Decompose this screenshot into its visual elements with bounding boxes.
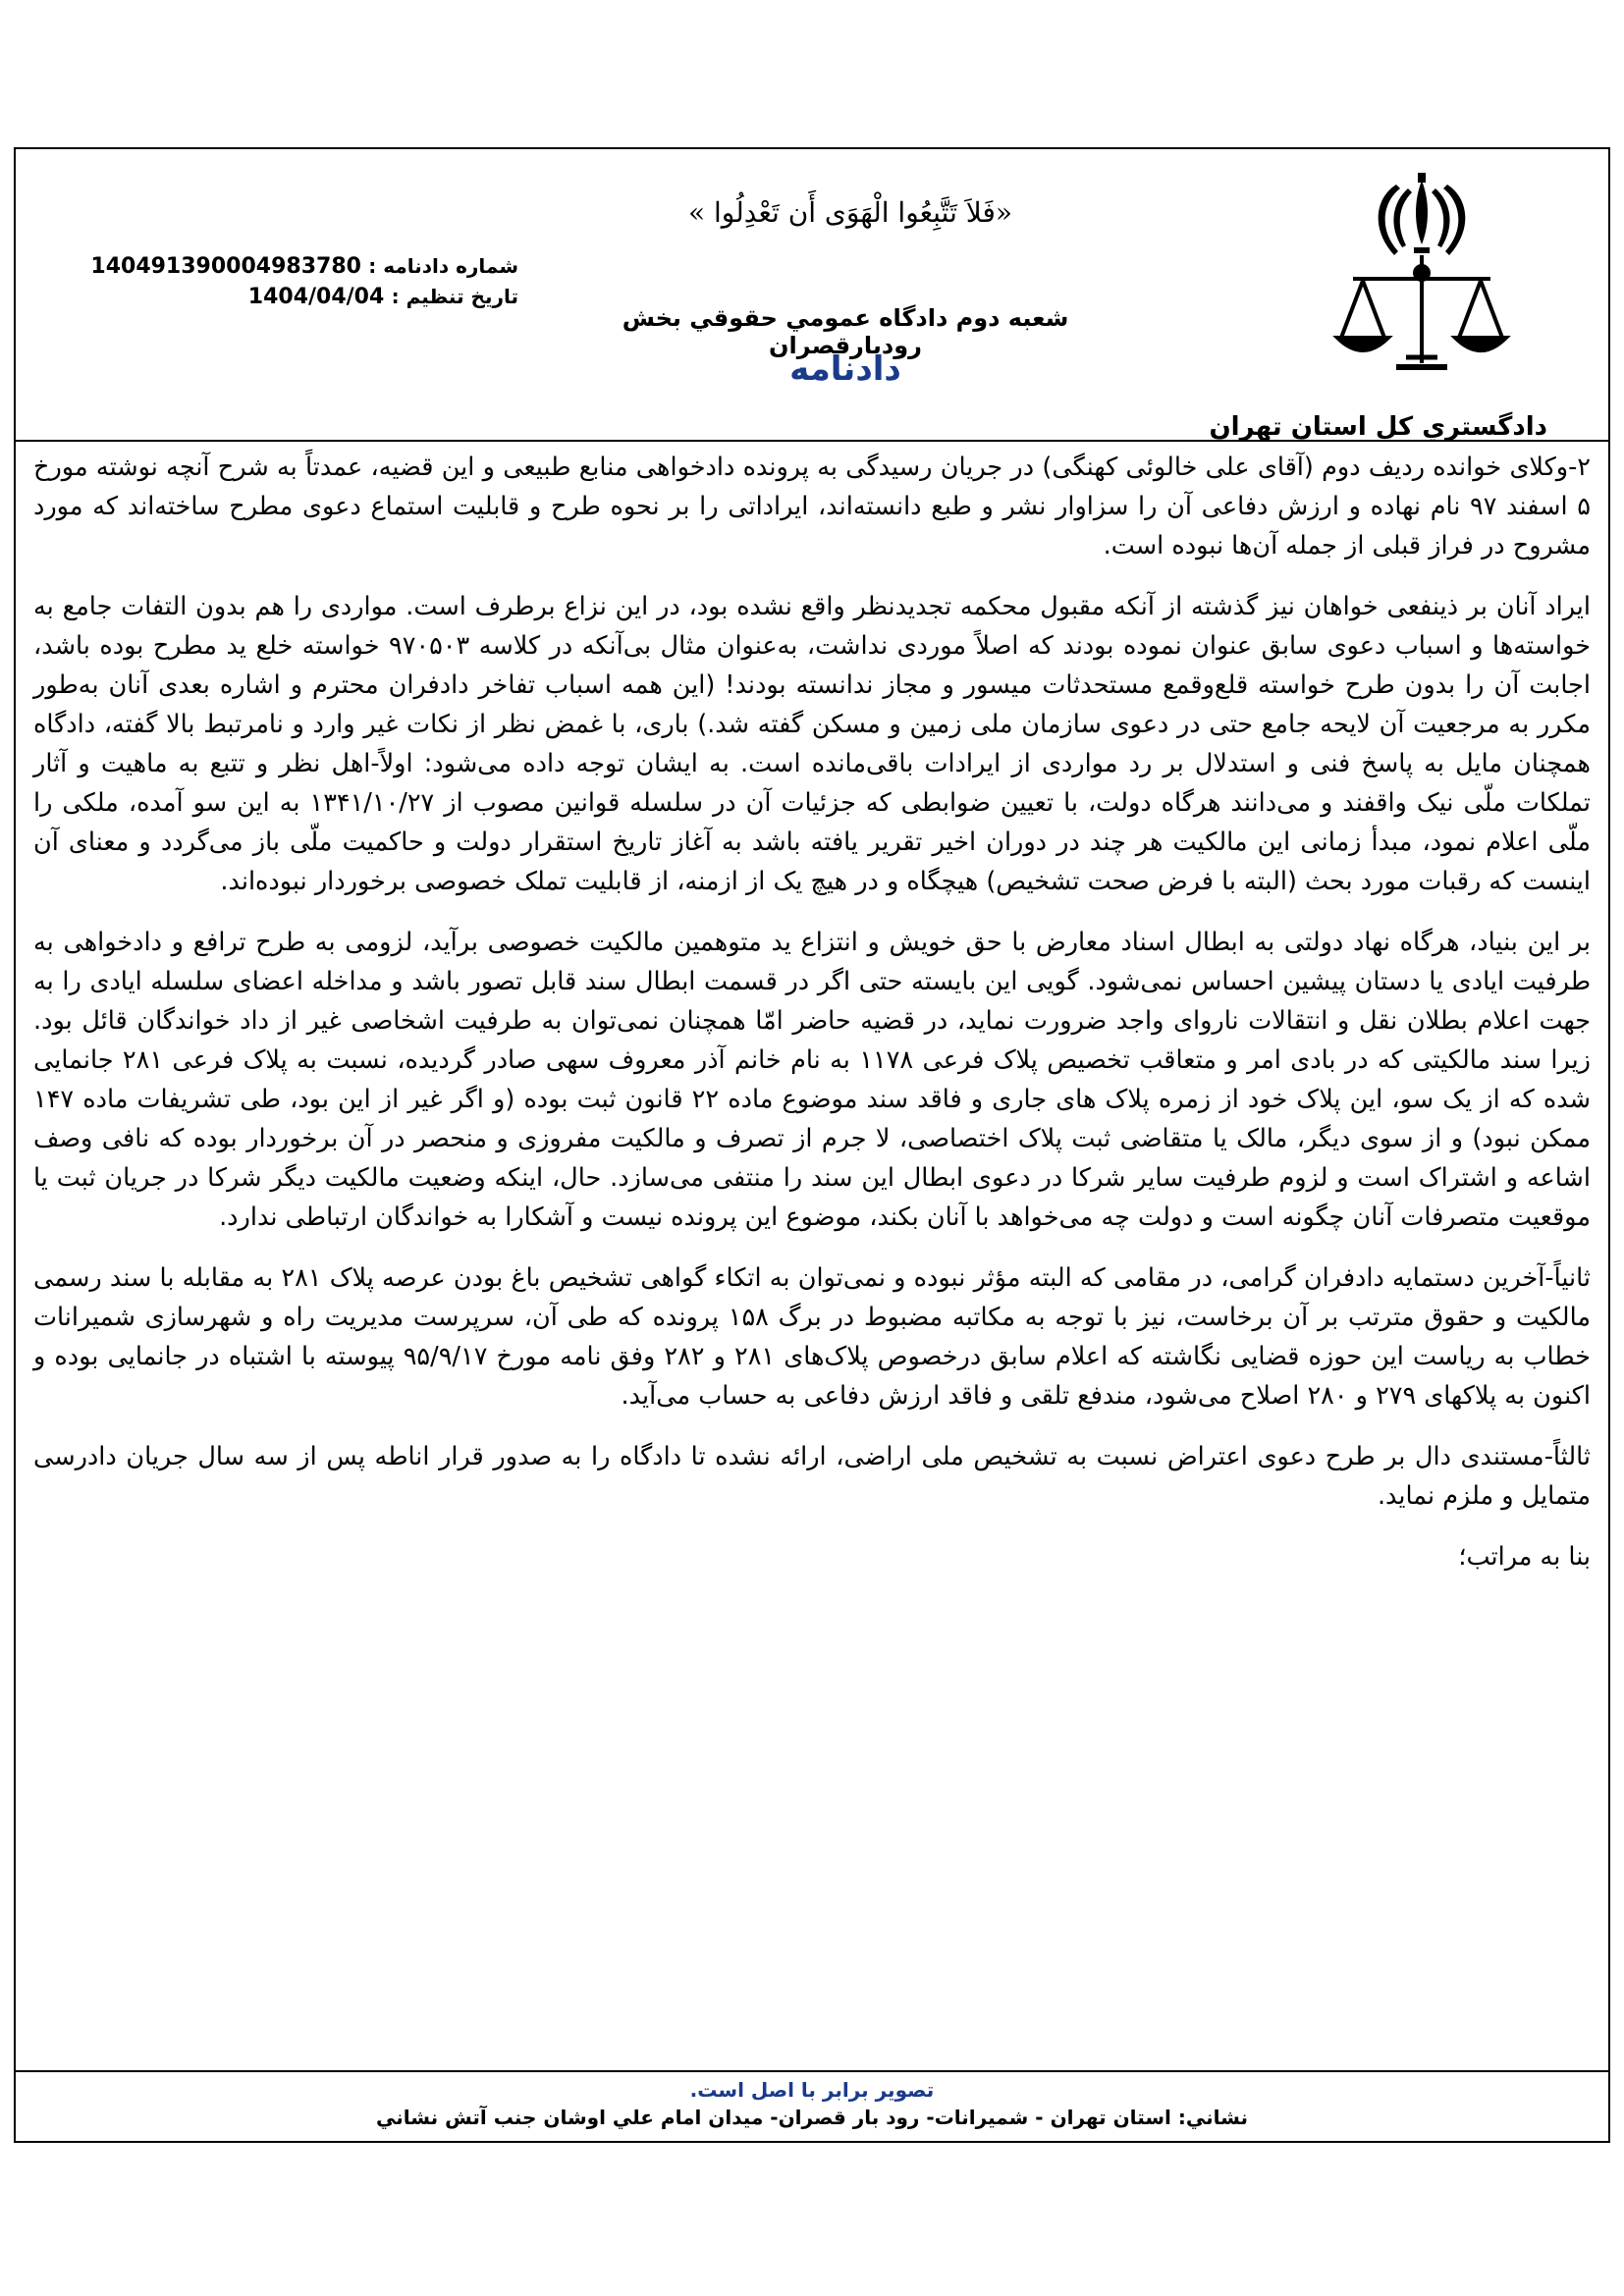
issue-date-row	[90, 282, 518, 312]
court-address: نشاني: استان تهران - شميرانات- رود بار قصران- ميدان امام علي اوشان جنب آتش نشاني	[376, 2106, 1248, 2129]
body-paragraph: بنا به مراتب؛	[1458, 1542, 1591, 1572]
document-header	[16, 149, 1608, 442]
certified-copy-note: تصوير برابر با اصل است.	[689, 2078, 935, 2102]
document-frame	[14, 147, 1610, 2143]
body-paragraph: ایراد آنان بر ذینفعی خواهان نیز گذشته از آنکه مقبول محکمه تجدیدنظر واقع نشده بود، در این نزاع برطرف است. مواردی را هم بدون التفات جامع به خواسته‌ها و اسباب دعوی سابق عنوان نموده بودند که اصلاً موردی نداشت، به‌عنوان مثال بی‌آنکه در کلاسه ۹۷۰۵۰۳ خواسته خلع ید مطرح بوده باشد، اجابت آن را بدون طرح خواسته قلع‌وقمع مستحدثات میسور و مجاز ندانسته بودند! (این همه اسباب تفاخر دادفران محترم و اشاره بعدی آنان به‌طور مکرر به مرجعیت آن لایحه جامع حتی در دعوی سازمان ملی زمین و مسکن گفته شد.) باری، با غمض نظر از نکات غیر وارد و نامرتبط بالا گفته، دادگاه همچنان مایل به پاسخ فنی و استدلال بر رد مواردی از ایرادات باقی‌مانده است. به ایشان توجه داده می‌شود: اولاً-اهل نظر و تتبع به ماهیت و آثار تملکات ملّی نیک واقفند و می‌دانند هرگاه دولت، با تعیین ضوابطی که جزئیات آن در سلسله قوانین مصوب از ۱۳۴۱/۱۰/۲۷ به این سو آمده، ملکی را ملّی اعلام نمود، مبدأ زمانی این مالکیت هر چند در دوران اخیر تقریر یافته باشد به آغاز تاریخ استقرار دولت و حاکمیت ملّی باز می‌گردد و معنای آن اینست که رقبات مورد بحث (البته با فرض صحت تشخیص) هیچگاه و در هیچ یک از ازمنه، از قابلیت تملک خصوصی برخوردار نبوده‌اند.	[33, 592, 1592, 896]
document-footer	[16, 2070, 1608, 2141]
issue-date: 1404/04/04	[247, 285, 385, 309]
verdict-body	[33, 448, 1591, 1598]
quran-verse: «فَلاَ تَتَّبِعُوا الْهَوَى أَن تَعْدِلُوا »	[687, 196, 1012, 229]
issue-date-label: تاریخ تنظیم :	[391, 285, 518, 308]
court-general-name: دادگستري كل استان تهران	[1209, 412, 1547, 442]
body-paragraph: ۲-وکلای خوانده ردیف دوم (آقای علی خالوئی کهنگی) در جریان رسیدگی به پرونده دادخواهی منابع طبیعی و این قضیه، عمدتاً به شرح آنچه نوشته مورخ ۵ اسفند ۹۷ نام نهاده و ارزش دفاعی آن را سزاوار نشر و طبع دانسته‌اند، ایراداتی را بر نحوه طرح و قابلیت استماع دعوی مطرح ساخته‌اند که مورد مشروح در فراز قبلی از جمله آن‌ها نبوده است.	[33, 453, 1591, 561]
document-title: دادنامه	[789, 349, 901, 389]
verdict-number: 140491390004983780	[90, 254, 361, 279]
verdict-number-row	[90, 251, 518, 282]
verdict-meta	[90, 251, 518, 312]
verdict-number-label: شماره دادنامه :	[368, 254, 518, 278]
court-branch-name: شعبه دوم دادگاه عمومي حقوقي بخش رودبارقصران	[622, 304, 1069, 359]
body-paragraph: بر این بنیاد، هرگاه نهاد دولتی به ابطال اسناد معارض با حق خویش و انتزاع ید متوهمین مالکیت خصوصی برآید، لزومی به طرح ترافع و دادخواهی به طرفیت ایادی یا دستان پیشین احساس نمی‌شود. گویی این بایسته حتی اگر در قسمت ابطال سند قابل تصور باشد و مداخله اعضای سلسله ایادی را به جهت اعلام بطلان نقل و انتقالات ناروای واجد ضرورت نماید، در قضیه حاضر امّا همچنان نمی‌توان به طرفیت اشخاصی غیر از داد خواندگان قائل بود. زیرا سند مالکیتی که در بادی امر و متعاقب تخصیص پلاک فرعی ۱۱۷۸ به نام خانم آذر معروف سهی صادر گردیده، نسبت به پلاک فرعی ۲۸۱ جانمایی شده که از یک سو، این پلاک خود از زمره پلاک های جاری و فاقد سند موضوع ماده ۲۲ قانون ثبت بوده (و اگر غیر از این بود، طی تشریفات ماده ۱۴۷ ممکن نبود) و از سوی دیگر، مالک یا متقاضی ثبت پلاک اختصاصی، لا جرم از تصرف و مالکیت مفروزی و منحصر در آن برخوردار بوده که نافی وصف اشاعه و اشتراک است و لزوم طرفیت سایر شرکا در دعوی ابطال این سند را منتفی می‌سازد. حال، اینکه وضعیت مالکیت دیگر شرکا در جریان ثبت یا موقعیت متصرفات آنان چگونه است و دولت چه می‌خواهد با آنان بکند، موضوع این پرونده نیست و آشکارا به خواندگان ارتباطی ندارد.	[33, 928, 1591, 1232]
judiciary-emblem-icon	[1324, 171, 1520, 387]
body-paragraph: ثانیاً-آخرین دستمایه دادفران گرامی، در مقامی که البته مؤثر نبوده و نمی‌توان به اتکاء گواهی تشخیص باغ بودن عرصه پلاک ۲۸۱ به مقابله با سند رسمی مالکیت و حقوق مترتب بر آن برخاست، نیز با توجه به مکاتبه مضبوط در برگ ۱۵۸ پرونده که طی آن، سرپرست مدیریت راه و شهرسازی شمیرانات خطاب به ریاست این حوزه قضایی نگاشته که اعلام سابق درخصوص پلاک‌های ۲۸۱ و ۲۸۲ وفق نامه مورخ ۹۵/۹/۱۷ پیوسته با اشتباه در جانمایی بوده و اکنون به پلاکهای ۲۷۹ و ۲۸۰ اصلاح می‌شود، مندفع تلقی و فاقد ارزش دفاعی به حساب می‌آید.	[33, 1263, 1591, 1411]
body-paragraph: ثالثاً-مستندی دال بر طرح دعوی اعتراض نسبت به تشخیص ملی اراضی، ارائه نشده تا دادگاه را به صدور قرار اناطه پس از سه سال جریان دادرسی متمایل و ملزم نماید.	[33, 1442, 1591, 1511]
